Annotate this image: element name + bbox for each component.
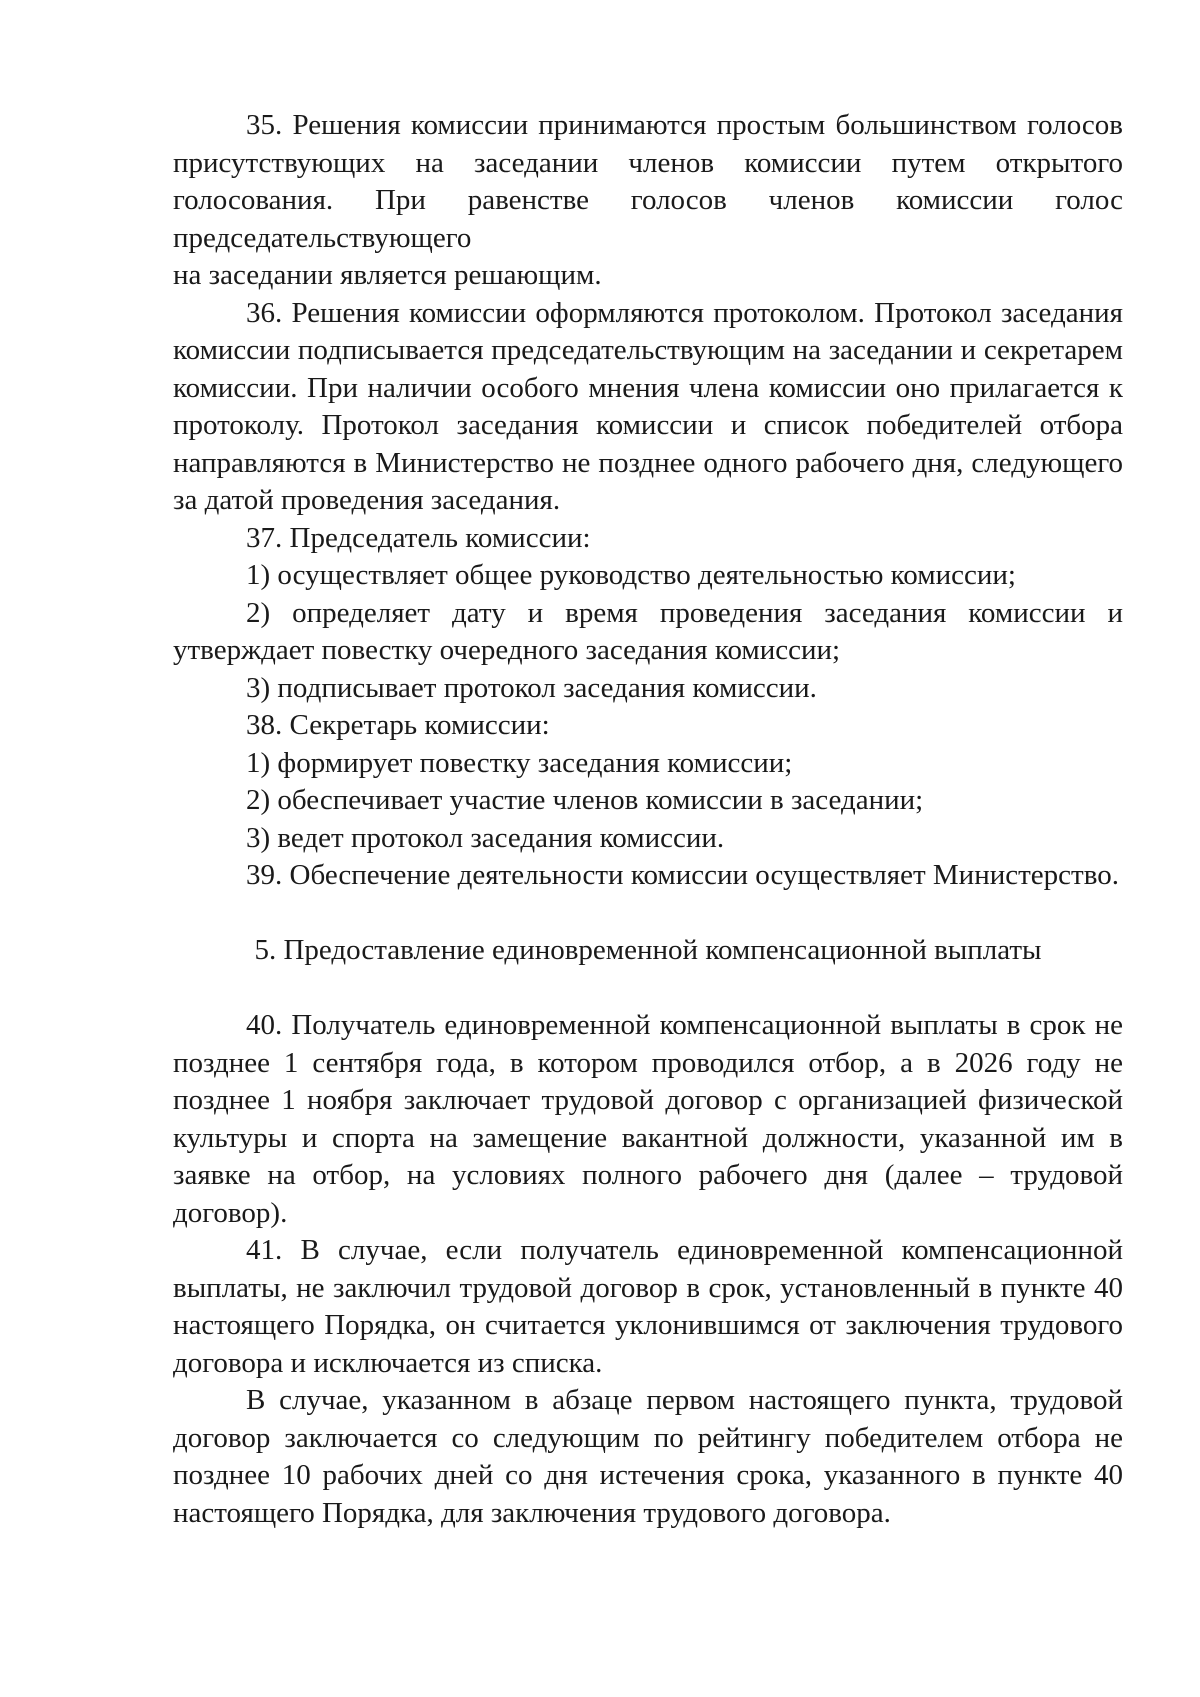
clause-37-item-2: 2) определяет дату и время проведения заседания комиссии и утверждает повестку очередного заседания комиссии; — [173, 596, 1123, 666]
document-body — [173, 107, 1123, 1532]
clause-37-item-1: 1) осуществляет общее руководство деятельностью комиссии; — [246, 559, 1016, 591]
clause-35-continuation: на заседании является решающим. — [173, 259, 602, 291]
clause-38: 38. Секретарь комиссии: — [246, 709, 550, 741]
clause-35: 35. Решения комиссии принимаются простым большинством голосов присутствующих на заседании членов комиссии путем открытого голосования. При равенстве голосов членов комиссии голос председательствующего — [173, 109, 1123, 254]
clause-38-item-1: 1) формирует повестку заседания комиссии; — [246, 746, 793, 779]
clause-36: 36. Решения комиссии оформляются протоколом. Протокол заседания комиссии подписывается председательствующим на заседании и секретарем комиссии. При наличии особого мнения члена комиссии оно прилагается к протоколу. Протокол заседания комиссии и список победителей отбора направляются в Министерство не позднее одного рабочего дня, следующего за датой проведения заседания. — [173, 296, 1123, 516]
clause-38-item-3: 3) ведет протокол заседания комиссии. — [246, 821, 725, 854]
clause-37: 37. Председатель комиссии: — [246, 521, 591, 554]
clause-41: 41. В случае, если получатель единовременной компенсационной выплаты, не заключил трудовой договор в срок, установленный в пункте 40 настоящего Порядка, он считается уклонившимся от заключения трудового договора и исключается из списка. — [173, 1234, 1123, 1379]
spacer — [173, 970, 1123, 1008]
clause-38-item-2: 2) обеспечивает участие членов комиссии в заседании; — [246, 784, 924, 816]
section-heading: 5. Предоставление единовременной компенсационной выплаты — [254, 934, 1042, 966]
clause-37-item-3: 3) подписывает протокол заседания комиссии. — [246, 671, 817, 704]
spacer — [173, 895, 1123, 933]
clause-41-paragraph-2: В случае, указанном в абзаце первом настоящего пункта, трудовой договор заключается со следующим по рейтингу победителем отбора не позднее 10 рабочих дней со дня истечения срока, указанного в пункте 40 настоящего Порядка, для заключения трудового договора. — [173, 1384, 1123, 1529]
clause-39: 39. Обеспечение деятельности комиссии осуществляет Министерство. — [246, 859, 1119, 891]
clause-40: 40. Получатель единовременной компенсационной выплаты в срок не позднее 1 сентября года, в котором проводился отбор, а в 2026 году не позднее 1 ноября заключает трудовой договор с организацией физической культуры и спорта на замещение вакантной должности, указанной им в заявке на отбор, на условиях полного рабочего дня (далее – трудовой договор). — [173, 1009, 1123, 1229]
